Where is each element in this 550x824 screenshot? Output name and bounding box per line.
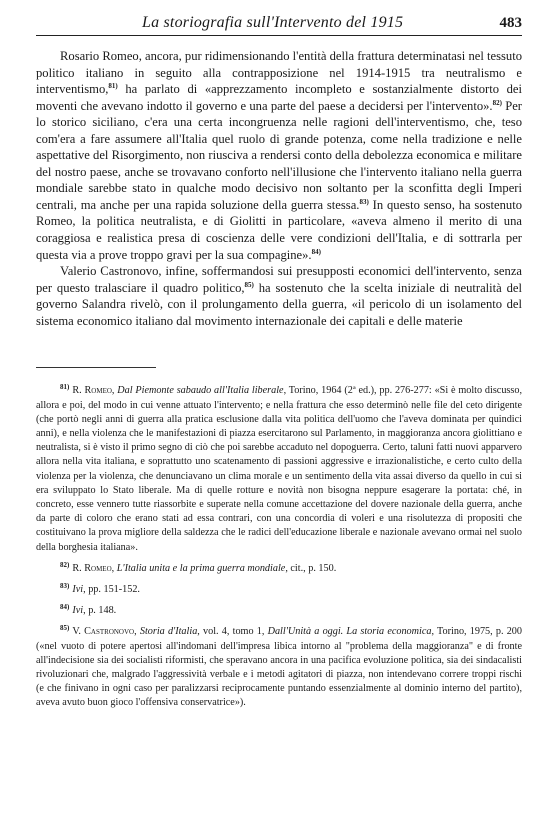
footnote-number: 84) [60, 603, 70, 612]
footnotes [36, 380, 522, 710]
footnote-ref: 82) [492, 98, 502, 107]
footnote-number: 81) [60, 383, 70, 392]
text-run: Valerio Castronovo, infine, soffermandosi sui presupposti economici dell'intervento, senza per questo tralasciare il quadro politico, [36, 264, 522, 295]
footnote-ref: 81) [108, 82, 118, 91]
text-run: R. [72, 385, 85, 397]
text-run: R. [72, 562, 85, 574]
text-run: Storia d'Italia [139, 626, 198, 638]
footnote [36, 579, 522, 597]
text-run: Dal Piemonte sabaudo all'Italia liberale [117, 385, 284, 397]
text-run: V. [72, 626, 85, 638]
text-run: , Torino, 1964 (2ª ed.), pp. 276-277: «Si è molto discusso, allora e poi, del modo in cui venne attuato l'intervento; e nella frattura che esso determinò nelle file del ceto dirigente (che portò negli anni di guerra alla pratica esclusione dalla vita politica dell'uomo che l'aveva dominata per quindici anni), e nella violenza che le manifestazioni di piazza esercitarono sul Parlamento, in maggioranza ancora giolittiano e neutralista, si è visto il primo segno di ciò che poi sarebbe accaduto nel dopoguerra. Certo, taluni fatti nuovi apparvero allora nella vita italiana, e soprattutto uno scatenamento di passioni aggressive e irrazionalistiche, e certo culto della violenza per la violenza, che denunciavano un clima morale e un sentimento della vita assai diverso da quello in cui si era sviluppato lo Stato liberale. Ma di quelle rotture e novità non bisogna neppure esagerare la portata: ché, in concreto, esse vennero tutte riassorbite e superate nella comune accettazione del dovere nazionale della guerra, anche da parte di coloro che erano stati ad essa contrari, con una concordia di voleri e una risolutezza di propositi che costituivano la prova migliore della saldezza che le radici dell'educazione liberale e nazionale avevano ormai nel suolo della borghesia italiana». [36, 385, 522, 553]
footnote-ref: 85) [244, 280, 254, 289]
text-run: , Torino, 1975, p. 200 («nel vuoto di potere apertosi all'indomani dell'impresa libica intorno al "problema della maggioranza" e di fronte all'indecisione sia dei socialisti riformisti, che speravano ancora in una pacifica evoluzione politica, sia dei sindacalisti rivoluzionari che, malgrado l'aggressività verbale e i metodi agitatori di piazza, non intendevano correre troppi rischi (e che finivano in ogni caso per paralizzarsi reciprocamente puntando essenzialmente al dominio interno del partito), aveva avuto buon gioco l'offensiva conservatrice»). [36, 626, 522, 709]
paragraph [36, 48, 522, 263]
text-run: Dall'Unità a oggi. La storia economica [267, 626, 432, 638]
running-header [36, 14, 522, 36]
text-run: , [111, 562, 117, 574]
page-number: 483 [499, 15, 522, 31]
footnote-number: 82) [60, 560, 70, 569]
text-run: Romeo [84, 562, 112, 574]
text-run: Ivi [72, 583, 84, 595]
text-run: In questo senso, ha sostenuto Romeo, la politica neutralista, e di Giolitti in particolare, «aveva almeno il merito di una coraggiosa e realistica presa di coscienza delle vere condizioni dell'Italia, e di sottrarla per questa via a prove troppo gravi per la sua compagine». [36, 197, 523, 262]
footnote [36, 558, 522, 576]
footnote-ref: 84) [311, 247, 321, 256]
running-title: La storiografia sull'Intervento del 1915 [142, 14, 404, 31]
text-run: , [134, 626, 140, 638]
footnote [36, 621, 522, 710]
footnote [36, 600, 522, 618]
text-run: , [111, 385, 118, 397]
footnote [36, 380, 522, 554]
text-run: , pp. 151-152. [83, 583, 140, 595]
text-run: ha parlato di «apprezzamento incompleto e sostanzialmente distorto dei moventi che avevano indotto il governo e una parte del paese a decidersi per l'intervento». [36, 82, 522, 113]
footnote-number: 85) [60, 624, 70, 633]
book-page [36, 14, 522, 714]
text-run: Ivi [72, 605, 84, 617]
text-run: , cit., p. 150. [285, 562, 337, 574]
text-run: , vol. 4, tomo 1, [197, 626, 268, 638]
text-run: Rosario Romeo, ancora, pur ridimensionando l'entità della frattura determinatasi nel tessuto politico italiano in seguito alla contrapposizione nel 1914-1915 tra neutralismo e interventismo, [36, 49, 522, 97]
paragraph [36, 263, 522, 329]
text-run: L'Italia unita e la prima guerra mondiale [116, 562, 286, 574]
text-run: Per lo storico siciliano, c'era una certa incongruenza nelle ragioni dell'interventismo, che, teso com'era a fare assumere all'Italia quel ruolo di grande potenza, come nella tradizione e nelle aspettative del Risorgimento, non riusciva a rendersi conto della debolezza economica e militare del nostro paese, anche se trovavano conforto nell'illusione che l'intervento italiano nella guerra mondiale sarebbe stato in qualche modo decisivo non soltanto per la sconfitta degli Imperi centrali, ma anche per una rapida soluzione della guerra stessa. [36, 98, 522, 212]
footnote-separator [36, 367, 156, 368]
text-run: ha sostenuto che la scelta iniziale di neutralità del governo Salandra rivelò, con il prolungamento della guerra, «il pericolo di un isolamento del sistema economico italiano dal movimento internazionale dei capitali e delle materie [36, 280, 522, 328]
text-run: Castronovo [84, 626, 135, 638]
text-run: , p. 148. [83, 605, 117, 617]
main-text [36, 48, 522, 329]
text-run: Romeo [84, 385, 112, 397]
footnote-number: 83) [60, 581, 70, 590]
footnote-ref: 83) [359, 197, 369, 206]
